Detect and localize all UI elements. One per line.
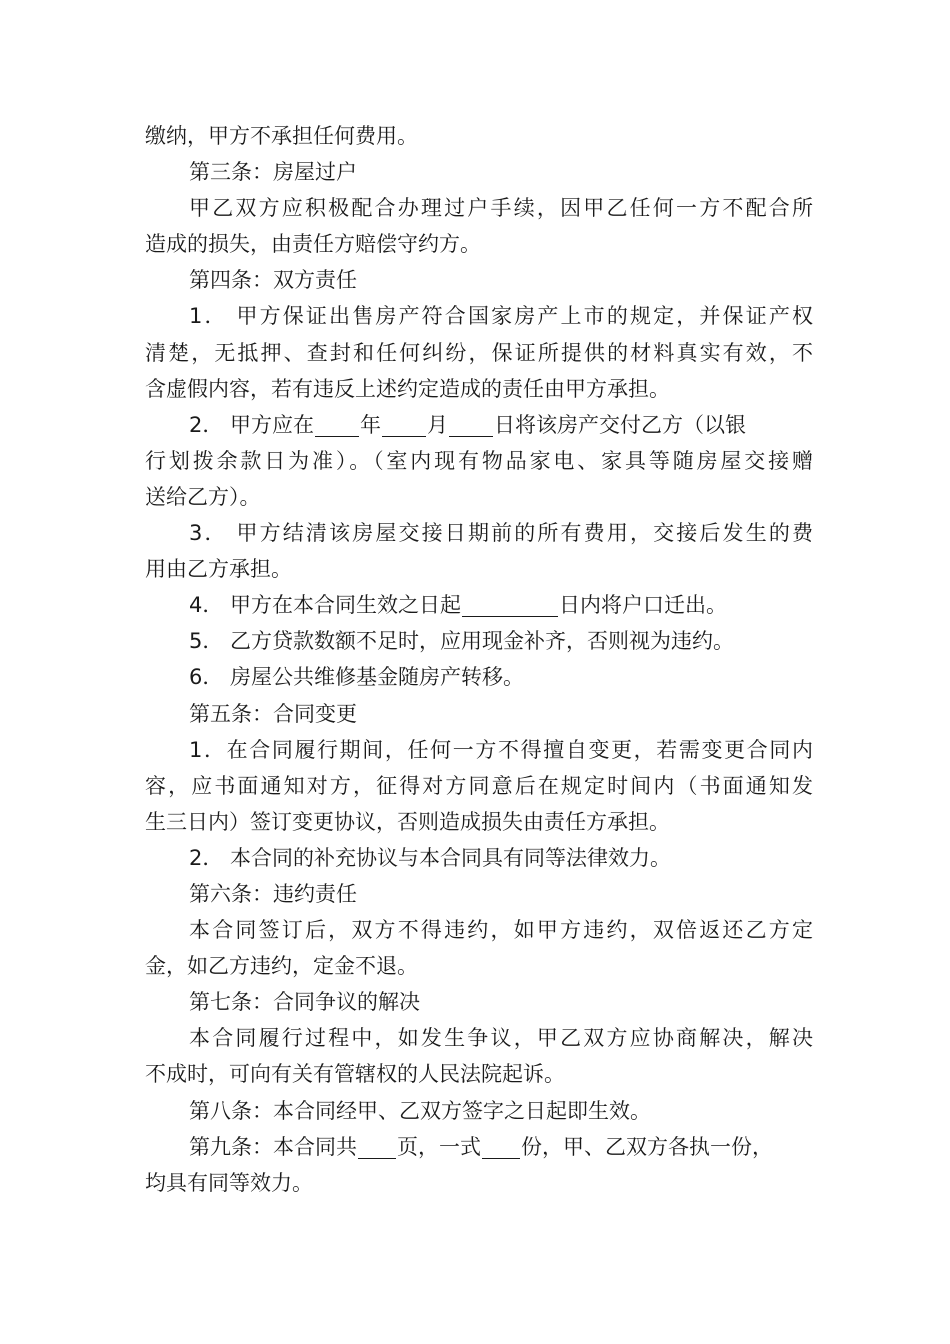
article-heading: 第三条：房屋过户 — [189, 160, 357, 185]
text-line: 清楚，无抵押、查封和任何纠纷，保证所提供的材料真实有效，不 — [145, 340, 813, 365]
text-line: 缴纳，甲方不承担任何费用。 — [145, 124, 418, 148]
text-line: 用由乙方承担。 — [145, 557, 292, 582]
text-line: 含虚假内容，若有违反上述约定造成的责任由甲方承担。 — [145, 376, 670, 401]
text-line: 不成时，可向有关有管辖权的人民法院起诉。 — [145, 1062, 565, 1087]
text-line: 生三日内）签订变更协议，否则造成损失由责任方承担。 — [145, 809, 670, 834]
text-line: 送给乙方）。 — [145, 484, 261, 509]
article-heading: 第四条：双方责任 — [189, 268, 357, 293]
text-line: 金，如乙方违约，定金不退。 — [145, 954, 418, 979]
text-line: 甲乙双方应积极配合办理过户手续，因甲乙任何一方不配合所 — [189, 196, 813, 221]
text-line: 2． 甲方应在 年 月 日将该房产交付乙方（以银 — [189, 412, 747, 437]
contract-text — [145, 118, 813, 1201]
article-heading: 第七条：合同争议的解决 — [189, 990, 420, 1015]
text-line: 2． 本合同的补充协议与本合同具有同等法律效力。 — [189, 845, 672, 870]
text-line: 3． 甲方结清该房屋交接日期前的所有费用，交接后发生的费 — [189, 521, 813, 546]
text-line: 1．在合同履行期间，任何一方不得擅自变更，若需变更合同内 — [189, 737, 813, 762]
text-line: 本合同履行过程中，如发生争议，甲乙双方应协商解决，解决 — [189, 1026, 813, 1051]
text-line: 4． 甲方在本合同生效之日起 日内将户口迁出。 — [189, 593, 728, 618]
text-line: 本合同签订后，双方不得违约，如甲方违约，双倍返还乙方定 — [189, 918, 813, 943]
text-line: 容，应书面通知对方，征得对方同意后在规定时间内（书面通知发 — [145, 773, 813, 798]
fill-in-blank-day[interactable] — [449, 413, 493, 437]
text-line: 6． 房屋公共维修基金随房产转移。 — [189, 665, 525, 690]
text-line: 第九条：本合同共 页，一式 份，甲、乙双方各执一份， — [189, 1134, 773, 1159]
fill-in-blank-days[interactable] — [462, 593, 558, 617]
text-line: 1． 甲方保证出售房产符合国家房产上市的规定，并保证产权 — [189, 304, 813, 329]
article-heading: 第五条：合同变更 — [189, 701, 357, 726]
text-line: 5． 乙方贷款数额不足时，应用现金补齐，否则视为违约。 — [189, 629, 735, 654]
fill-in-blank-year[interactable] — [315, 413, 359, 437]
text-line: 均具有同等效力。 — [145, 1170, 313, 1195]
article-heading: 第八条：本合同经甲、乙双方签字之日起即生效。 — [189, 1098, 651, 1123]
fill-in-blank-month[interactable] — [382, 413, 426, 437]
text-line: 行划拨余款日为准）。（室内现有物品家电、家具等随房屋交接赠 — [145, 448, 813, 473]
fill-in-blank-pages[interactable] — [358, 1135, 396, 1159]
article-heading: 第六条：违约责任 — [189, 881, 357, 906]
fill-in-blank-copies[interactable] — [482, 1135, 520, 1159]
text-line: 造成的损失，由责任方赔偿守约方。 — [145, 232, 481, 257]
